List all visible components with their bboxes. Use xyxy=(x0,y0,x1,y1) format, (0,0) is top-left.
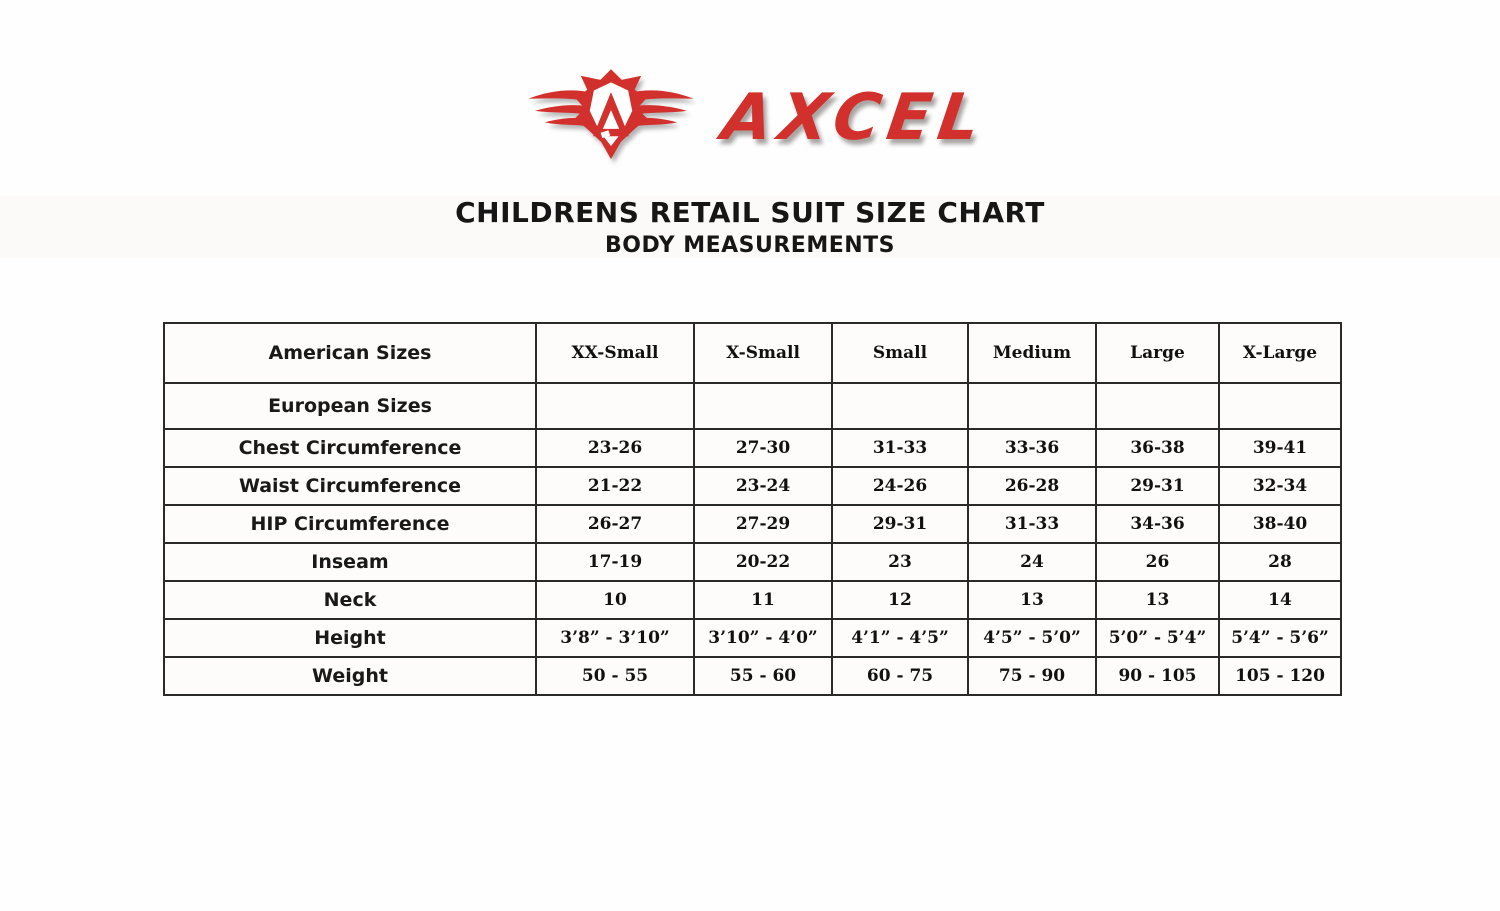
value-cell: 27-30 xyxy=(694,429,832,467)
value-cell: 28 xyxy=(1219,543,1341,581)
value-cell: 20-22 xyxy=(694,543,832,581)
value-cell: 13 xyxy=(968,581,1096,619)
value-cell: 38-40 xyxy=(1219,505,1341,543)
table-row xyxy=(164,619,1341,657)
table-row xyxy=(164,505,1341,543)
row-label: Height xyxy=(164,619,536,657)
table-row xyxy=(164,581,1341,619)
value-cell: 90 - 105 xyxy=(1096,657,1219,695)
value-cell: 4’1” - 4’5” xyxy=(832,619,968,657)
value-cell: 13 xyxy=(1096,581,1219,619)
column-header-cell: X-Small xyxy=(694,323,832,383)
value-cell: 4’5” - 5’0” xyxy=(968,619,1096,657)
row-label: Weight xyxy=(164,657,536,695)
value-cell: 17-19 xyxy=(536,543,694,581)
row-label: Neck xyxy=(164,581,536,619)
value-cell: 29-31 xyxy=(1096,467,1219,505)
value-cell: 3’10” - 4’0” xyxy=(694,619,832,657)
table-row xyxy=(164,383,1341,429)
value-cell: 31-33 xyxy=(968,505,1096,543)
value-cell: 3’8” - 3’10” xyxy=(536,619,694,657)
value-cell: 60 - 75 xyxy=(832,657,968,695)
value-cell: 34-36 xyxy=(1096,505,1219,543)
table-row xyxy=(164,657,1341,695)
value-cell: 50 - 55 xyxy=(536,657,694,695)
table-row xyxy=(164,323,1341,383)
table-row xyxy=(164,543,1341,581)
value-cell xyxy=(832,383,968,429)
size-chart-table xyxy=(163,322,1342,696)
value-cell: 14 xyxy=(1219,581,1341,619)
column-header-cell: XX-Small xyxy=(536,323,694,383)
row-label: HIP Circumference xyxy=(164,505,536,543)
value-cell: 105 - 120 xyxy=(1219,657,1341,695)
winged-shield-a-icon xyxy=(513,66,709,164)
value-cell: 23-24 xyxy=(694,467,832,505)
table-row xyxy=(164,467,1341,505)
value-cell: 23 xyxy=(832,543,968,581)
column-header-cell: Large xyxy=(1096,323,1219,383)
value-cell: 10 xyxy=(536,581,694,619)
row-label: European Sizes xyxy=(164,383,536,429)
value-cell: 27-29 xyxy=(694,505,832,543)
value-cell: 21-22 xyxy=(536,467,694,505)
value-cell: 39-41 xyxy=(1219,429,1341,467)
value-cell: 26-28 xyxy=(968,467,1096,505)
value-cell: 24 xyxy=(968,543,1096,581)
page-title: CHILDRENS RETAIL SUIT SIZE CHART xyxy=(455,196,1045,229)
value-cell xyxy=(1096,383,1219,429)
value-cell: 29-31 xyxy=(832,505,968,543)
table-row xyxy=(164,429,1341,467)
value-cell: 75 - 90 xyxy=(968,657,1096,695)
column-header-cell: X-Large xyxy=(1219,323,1341,383)
value-cell: 33-36 xyxy=(968,429,1096,467)
value-cell xyxy=(968,383,1096,429)
value-cell: 23-26 xyxy=(536,429,694,467)
column-header-cell: Medium xyxy=(968,323,1096,383)
row-label: Chest Circumference xyxy=(164,429,536,467)
value-cell: 26 xyxy=(1096,543,1219,581)
value-cell xyxy=(694,383,832,429)
row-label: Inseam xyxy=(164,543,536,581)
value-cell: 31-33 xyxy=(832,429,968,467)
column-header-cell: Small xyxy=(832,323,968,383)
value-cell xyxy=(1219,383,1341,429)
brand-wordmark: AXCEL xyxy=(718,80,992,155)
value-cell: 5’4” - 5’6” xyxy=(1219,619,1341,657)
value-cell: 24-26 xyxy=(832,467,968,505)
value-cell: 12 xyxy=(832,581,968,619)
value-cell xyxy=(536,383,694,429)
value-cell: 55 - 60 xyxy=(694,657,832,695)
value-cell: 32-34 xyxy=(1219,467,1341,505)
title-block xyxy=(0,196,1500,258)
value-cell: 36-38 xyxy=(1096,429,1219,467)
value-cell: 5’0” - 5’4” xyxy=(1096,619,1219,657)
row-label: American Sizes xyxy=(164,323,536,383)
page-subtitle: BODY MEASUREMENTS xyxy=(604,233,896,258)
value-cell: 11 xyxy=(694,581,832,619)
row-label: Waist Circumference xyxy=(164,467,536,505)
value-cell: 26-27 xyxy=(536,505,694,543)
brand-logo xyxy=(0,62,1500,167)
